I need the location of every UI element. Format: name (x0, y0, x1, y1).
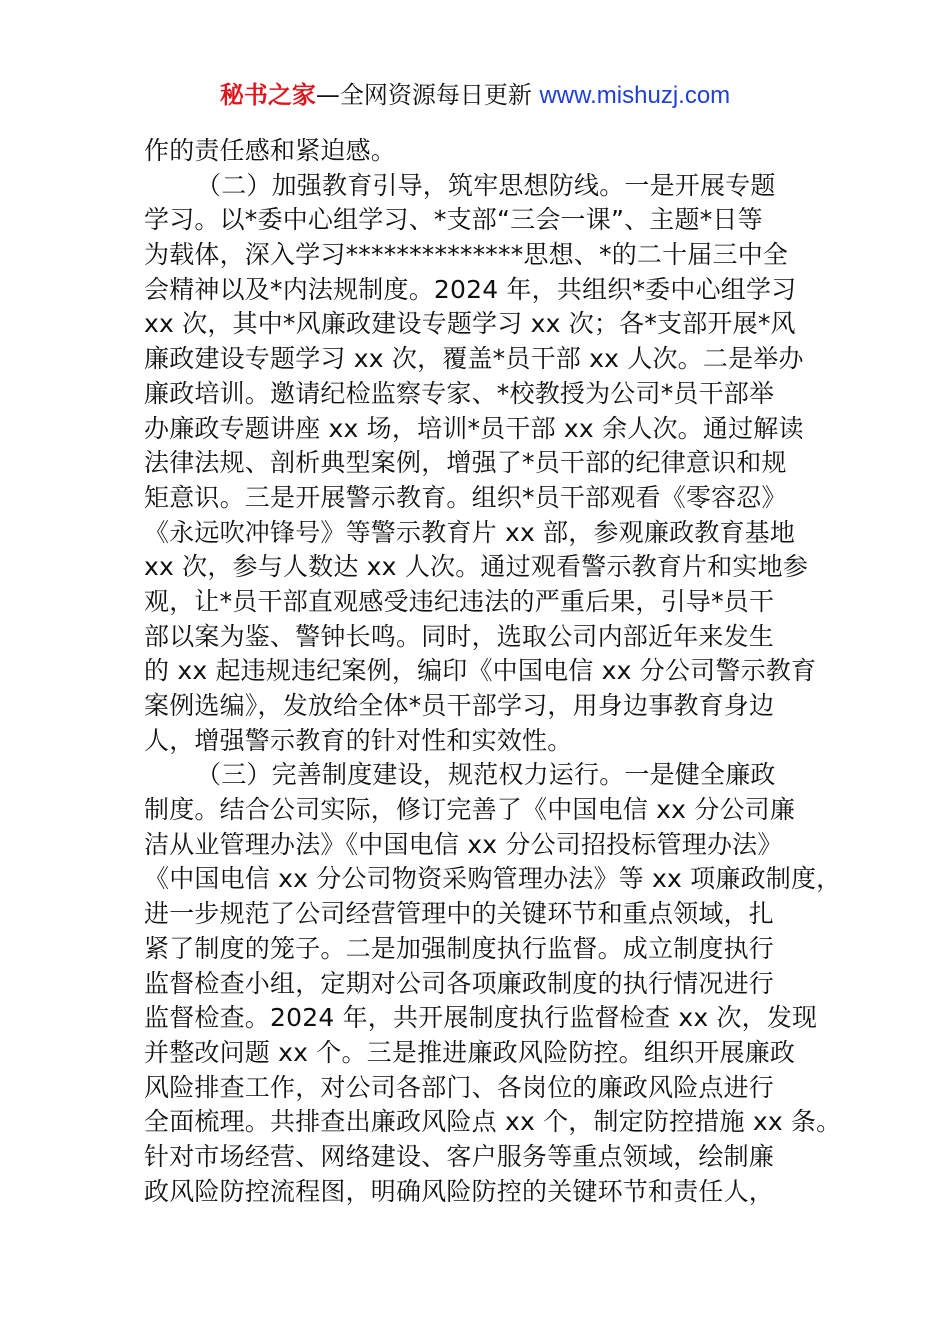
site-header (0, 78, 950, 113)
text-line: 监督检查小组，定期对公司各项廉政制度的执行情况进行 (144, 968, 775, 998)
text-line: xx 次，其中*风廉政建设专题学习 xx 次；各*支部开展*风 (144, 309, 796, 339)
text-line: 人，增强警示教育的针对性和实效性。 (144, 725, 573, 755)
document-body (144, 134, 842, 1209)
text-line: 学习。以*委中心组学习、*支部“三会一课”、主题*日等 (144, 205, 763, 235)
text-line: 洁从业管理办法》《中国电信 xx 分公司招投标管理办法》 (144, 829, 783, 859)
site-url-link[interactable]: www.mishuzj.com (539, 82, 731, 109)
text-line: 廉政培训。邀请纪检监察专家、*校教授为公司*员干部举 (144, 378, 775, 408)
text-line: 风险排查工作，对公司各部门、各岗位的廉政风险点进行 (144, 1072, 775, 1102)
text-line: 并整改问题 xx 个。三是推进廉政风险防控。组织开展廉政 (144, 1037, 796, 1067)
site-tagline: —全网资源每日更新 (315, 81, 532, 109)
text-line: 案例选编》，发放给全体*员干部学习，用身边事教育身边 (144, 691, 775, 720)
text-line: 廉政建设专题学习 xx 次，覆盖*员干部 xx 人次。二是举办 (144, 344, 804, 374)
text-line: 矩意识。三是开展警示教育。组织*员干部观看《零容忍》 (144, 482, 787, 512)
text-line: 政风险防控流程图，明确风险防控的关键环节和责任人， (144, 1176, 775, 1206)
text-line: 进一步规范了公司经营管理中的关键环节和重点领域，扎 (144, 899, 775, 929)
text-line: 针对市场经营、网络建设、客户服务等重点领域，绘制廉 (144, 1141, 775, 1171)
text-line: 部以案为鉴、警钟长鸣。同时，选取公司内部近年来发生 (144, 621, 775, 651)
text-line: 的 xx 起违规违纪案例，编印《中国电信 xx 分公司警示教育 (144, 656, 817, 686)
text-line: 观，让*员干部直观感受违纪违法的严重后果，引导*员干 (144, 586, 775, 616)
text-line: 作的责任感和紧迫感。 (144, 136, 397, 165)
text-line: 法律法规、剖析典型案例，增强了*员干部的纪律意识和规 (144, 448, 787, 478)
text-line: 会精神以及*内法规制度。2024 年，共组织*委中心组学习 (144, 274, 797, 304)
section-heading-two: （二）加强教育引导，筑牢思想防线。一是开展专题 (196, 170, 776, 200)
text-line: 紧了制度的笼子。二是加强制度执行监督。成立制度执行 (144, 933, 775, 963)
site-brand: 秘书之家 (219, 81, 316, 109)
section-heading-three: （三）完善制度建设，规范权力运行。一是健全廉政 (196, 760, 776, 790)
text-line: xx 次，参与人数达 xx 人次。通过观看警示教育片和实地参 (144, 552, 809, 582)
text-line: 制度。结合公司实际，修订完善了《中国电信 xx 分公司廉 (144, 795, 796, 825)
text-line: 为载体，深入学习**************思想、*的二十届三中全 (144, 240, 789, 270)
text-line: 《永远吹冲锋号》等警示教育片 xx 部，参观廉政教育基地 (144, 517, 796, 547)
text-line: 办廉政专题讲座 xx 场，培训*员干部 xx 余人次。通过解读 (144, 413, 804, 443)
text-line: 全面梳理。共排查出廉政风险点 xx 个，制定防控措施 xx 条。 (144, 1107, 842, 1137)
text-line: 监督检查。2024 年，共开展制度执行监督检查 xx 次，发现 (144, 1003, 818, 1033)
text-line: 《中国电信 xx 分公司物资采购管理办法》等 xx 项廉政制度， (144, 864, 842, 894)
